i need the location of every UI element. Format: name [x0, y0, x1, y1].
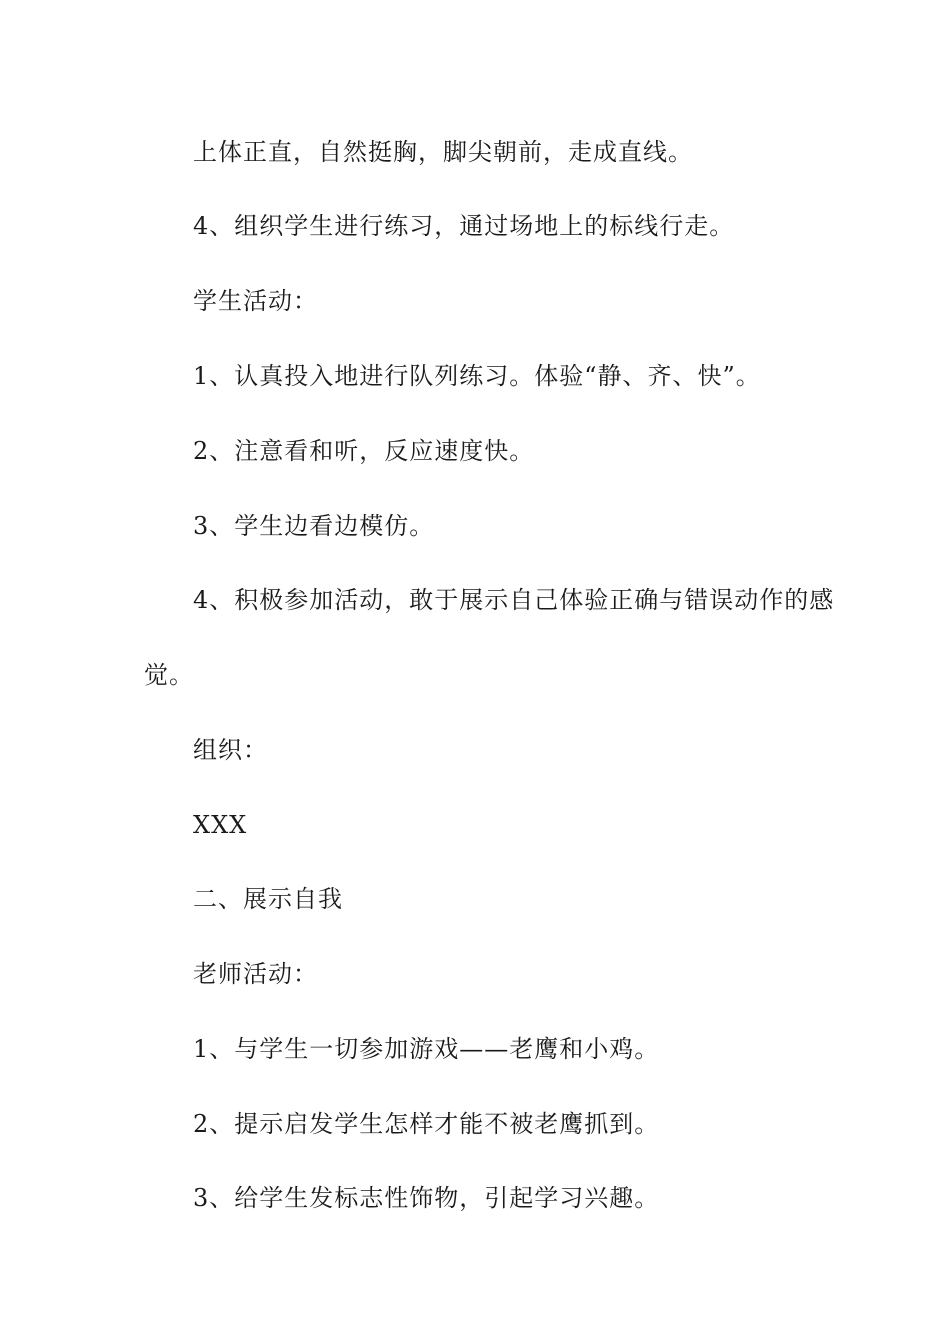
section-heading-teacher-activity: 老师活动： — [193, 960, 318, 988]
paragraph-line-5: 2、注意看和听，反应速度快。 — [193, 437, 535, 465]
paragraph-line-4: 1、认真投入地进行队列练习。体验“静、齐、快”。 — [193, 362, 761, 390]
paragraph-line-6: 3、学生边看边模仿。 — [193, 512, 435, 540]
paragraph-line-1: 上体正直，自然挺胸，脚尖朝前，走成直线。 — [193, 138, 693, 166]
paragraph-line-2: 4、组织学生进行练习，通过场地上的标线行走。 — [193, 212, 735, 240]
paragraph-line-15: 3、给学生发标志性饰物，引起学习兴趣。 — [193, 1184, 660, 1212]
paragraph-line-14: 2、提示启发学生怎样才能不被老鹰抓到。 — [193, 1110, 660, 1138]
section-heading-student-activity: 学生活动： — [193, 287, 318, 315]
section-heading-show-yourself: 二、展示自我 — [193, 885, 343, 913]
paragraph-line-7: 4、积极参加活动，敢于展示自己体验正确与错误动作的感 — [193, 586, 835, 614]
paragraph-line-13: 1、与学生一切参加游戏——老鹰和小鸡。 — [193, 1035, 660, 1063]
section-heading-organization: 组织： — [193, 736, 268, 764]
paragraph-line-8-continuation: 觉。 — [144, 661, 194, 689]
paragraph-line-xxx: XXX — [193, 811, 248, 839]
